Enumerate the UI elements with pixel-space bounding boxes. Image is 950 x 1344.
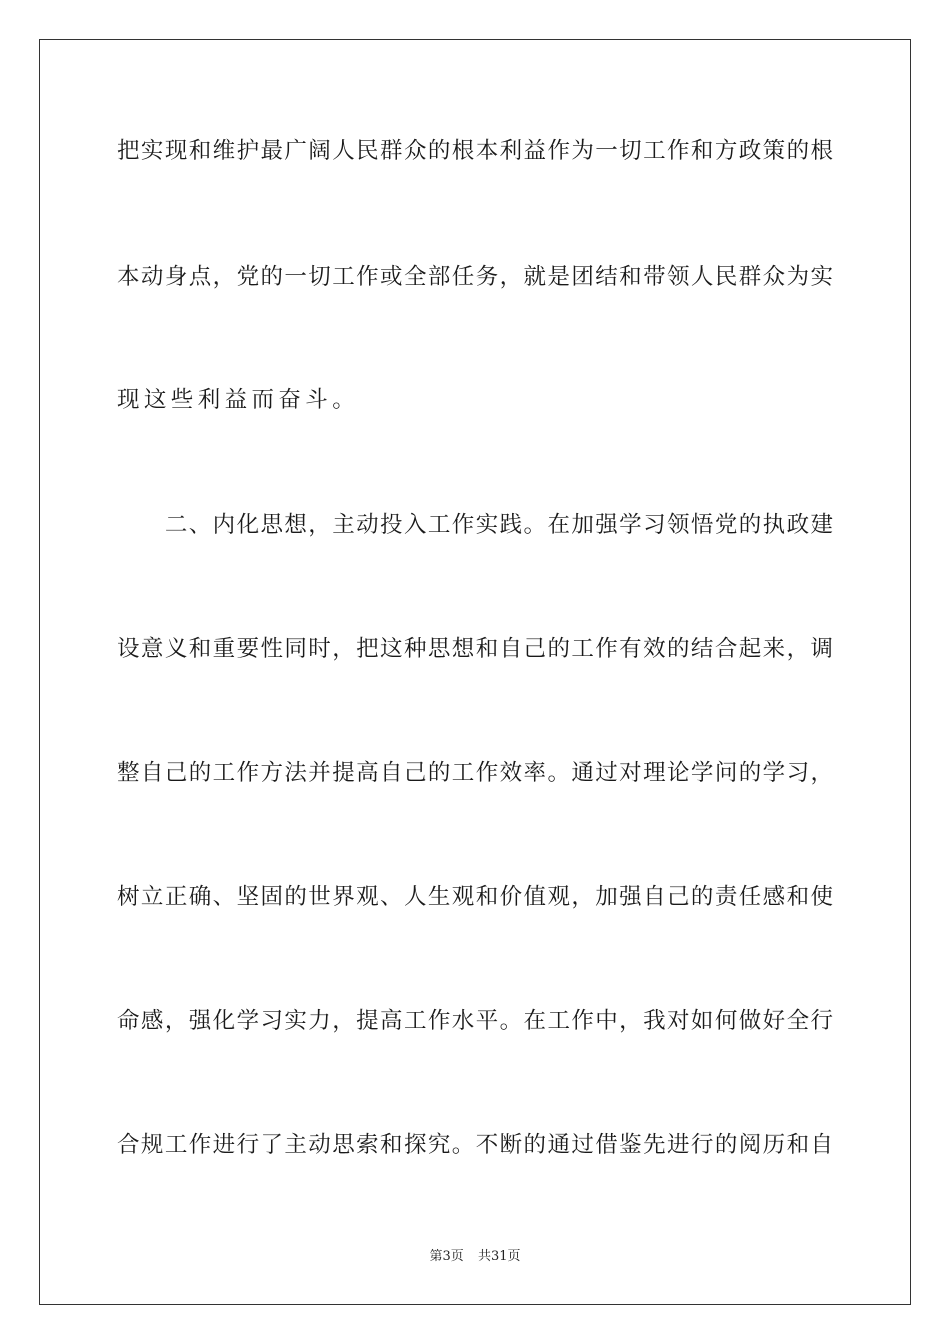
- body-text-line: 本动身点，党的一切工作或全部任务，就是团结和带领人民群众为实: [117, 264, 833, 290]
- body-text-line: 把实现和维护最广阔人民群众的根本利益作为一切工作和方政策的根: [117, 138, 833, 164]
- body-text-line: 设意义和重要性同时，把这种思想和自己的工作有效的结合起来，调: [117, 636, 833, 662]
- body-text-line: 命感，强化学习实力，提高工作水平。在工作中，我对如何做好全行: [117, 1008, 833, 1034]
- body-text-line: 现这些利益而奋斗。: [117, 387, 360, 413]
- page-footer: [0, 1248, 950, 1266]
- body-text-line: 整自己的工作方法并提高自己的工作效率。通过对理论学问的学习，: [117, 760, 833, 786]
- body-text-line: 二、内化思想，主动投入工作实践。在加强学习领悟党的执政建: [117, 512, 833, 538]
- page-border: [39, 39, 911, 1305]
- page-total: 共31页: [477, 1249, 521, 1264]
- page-number: 第3页: [429, 1249, 464, 1264]
- body-text-line: 合规工作进行了主动思索和探究。不断的通过借鉴先进行的阅历和自: [117, 1132, 833, 1158]
- body-text-line: 树立正确、坚固的世界观、人生观和价值观，加强自己的责任感和使: [117, 884, 833, 910]
